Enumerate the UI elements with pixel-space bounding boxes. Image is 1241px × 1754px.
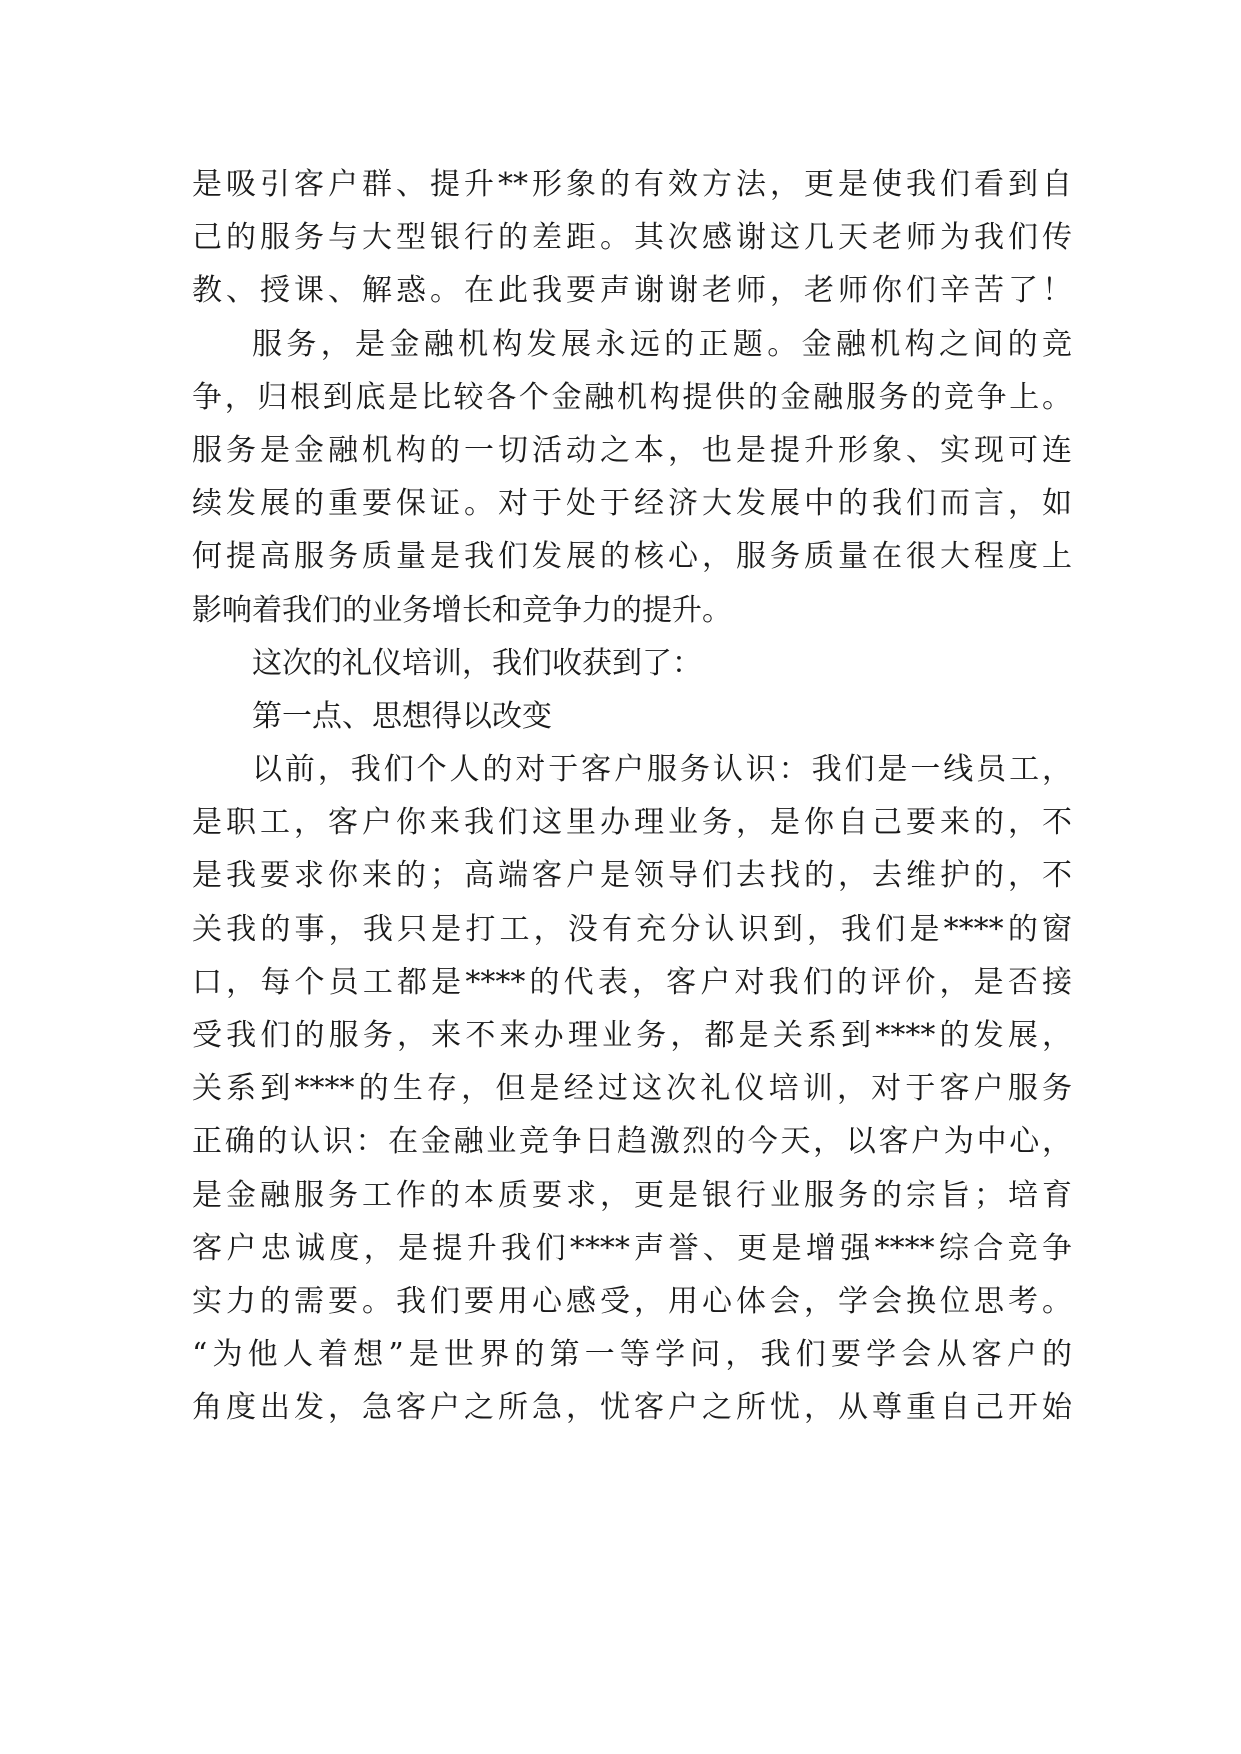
text-line: 这次的礼仪培训，我们收获到了： (252, 645, 702, 681)
text-line: 影响着我们的业务增长和竞争力的提升。 (192, 592, 732, 628)
text-line: 何提高服务质量是我们发展的核心，服务质量在很大程度上 (192, 539, 1072, 575)
text-line: 是金融服务工作的本质要求，更是银行业服务的宗旨；培育 (192, 1177, 1072, 1213)
text-line: 续发展的重要保证。对于处于经济大发展中的我们而言，如 (192, 486, 1072, 522)
text-line: 服务是金融机构的一切活动之本，也是提升形象、实现可连 (192, 432, 1072, 468)
text-line: 是我要求你来的；高端客户是领导们去找的，去维护的，不 (192, 858, 1072, 894)
text-line: 第一点、思想得以改变 (252, 698, 552, 734)
text-line: 是吸引客户群、提升**形象的有效方法，更是使我们看到自 (192, 167, 1072, 202)
body-text (192, 158, 1072, 1435)
text-line: 受我们的服务，来不来办理业务，都是关系到****的发展， (192, 1018, 1072, 1053)
text-line: 实力的需要。我们要用心感受，用心体会，学会换位思考。 (192, 1283, 1072, 1319)
text-line: 教、授课、解惑。在此我要声谢谢老师，老师你们辛苦了！ (192, 273, 1072, 309)
text-line: 关我的事，我只是打工，没有充分认识到，我们是****的窗 (192, 911, 1072, 947)
text-line: 正确的认识：在金融业竞争日趋激烈的今天，以客户为中心， (192, 1124, 1072, 1160)
text-line: 是职工，客户你来我们这里办理业务，是你自己要来的，不 (192, 805, 1072, 841)
text-line: 服务，是金融机构发展永远的正题。金融机构之间的竞 (252, 326, 1072, 362)
text-line: 角度出发，急客户之所急，忧客户之所忧，从尊重自己开始 (192, 1390, 1072, 1426)
text-line: 口，每个员工都是****的代表，客户对我们的评价，是否接 (192, 964, 1072, 1000)
text-line: 客户忠诚度，是提升我们****声誉、更是增强****综合竞争 (192, 1230, 1072, 1266)
text-line: 以前，我们个人的对于客户服务认识：我们是一线员工， (252, 752, 1072, 788)
text-line: “为他人着想”是世界的第一等学问，我们要学会从客户的 (192, 1337, 1072, 1373)
text-line: 己的服务与大型银行的差距。其次感谢这几天老师为我们传 (192, 220, 1072, 256)
text-line: 关系到****的生存，但是经过这次礼仪培训，对于客户服务 (192, 1071, 1072, 1107)
text-line: 争，归根到底是比较各个金融机构提供的金融服务的竞争上。 (192, 379, 1072, 415)
